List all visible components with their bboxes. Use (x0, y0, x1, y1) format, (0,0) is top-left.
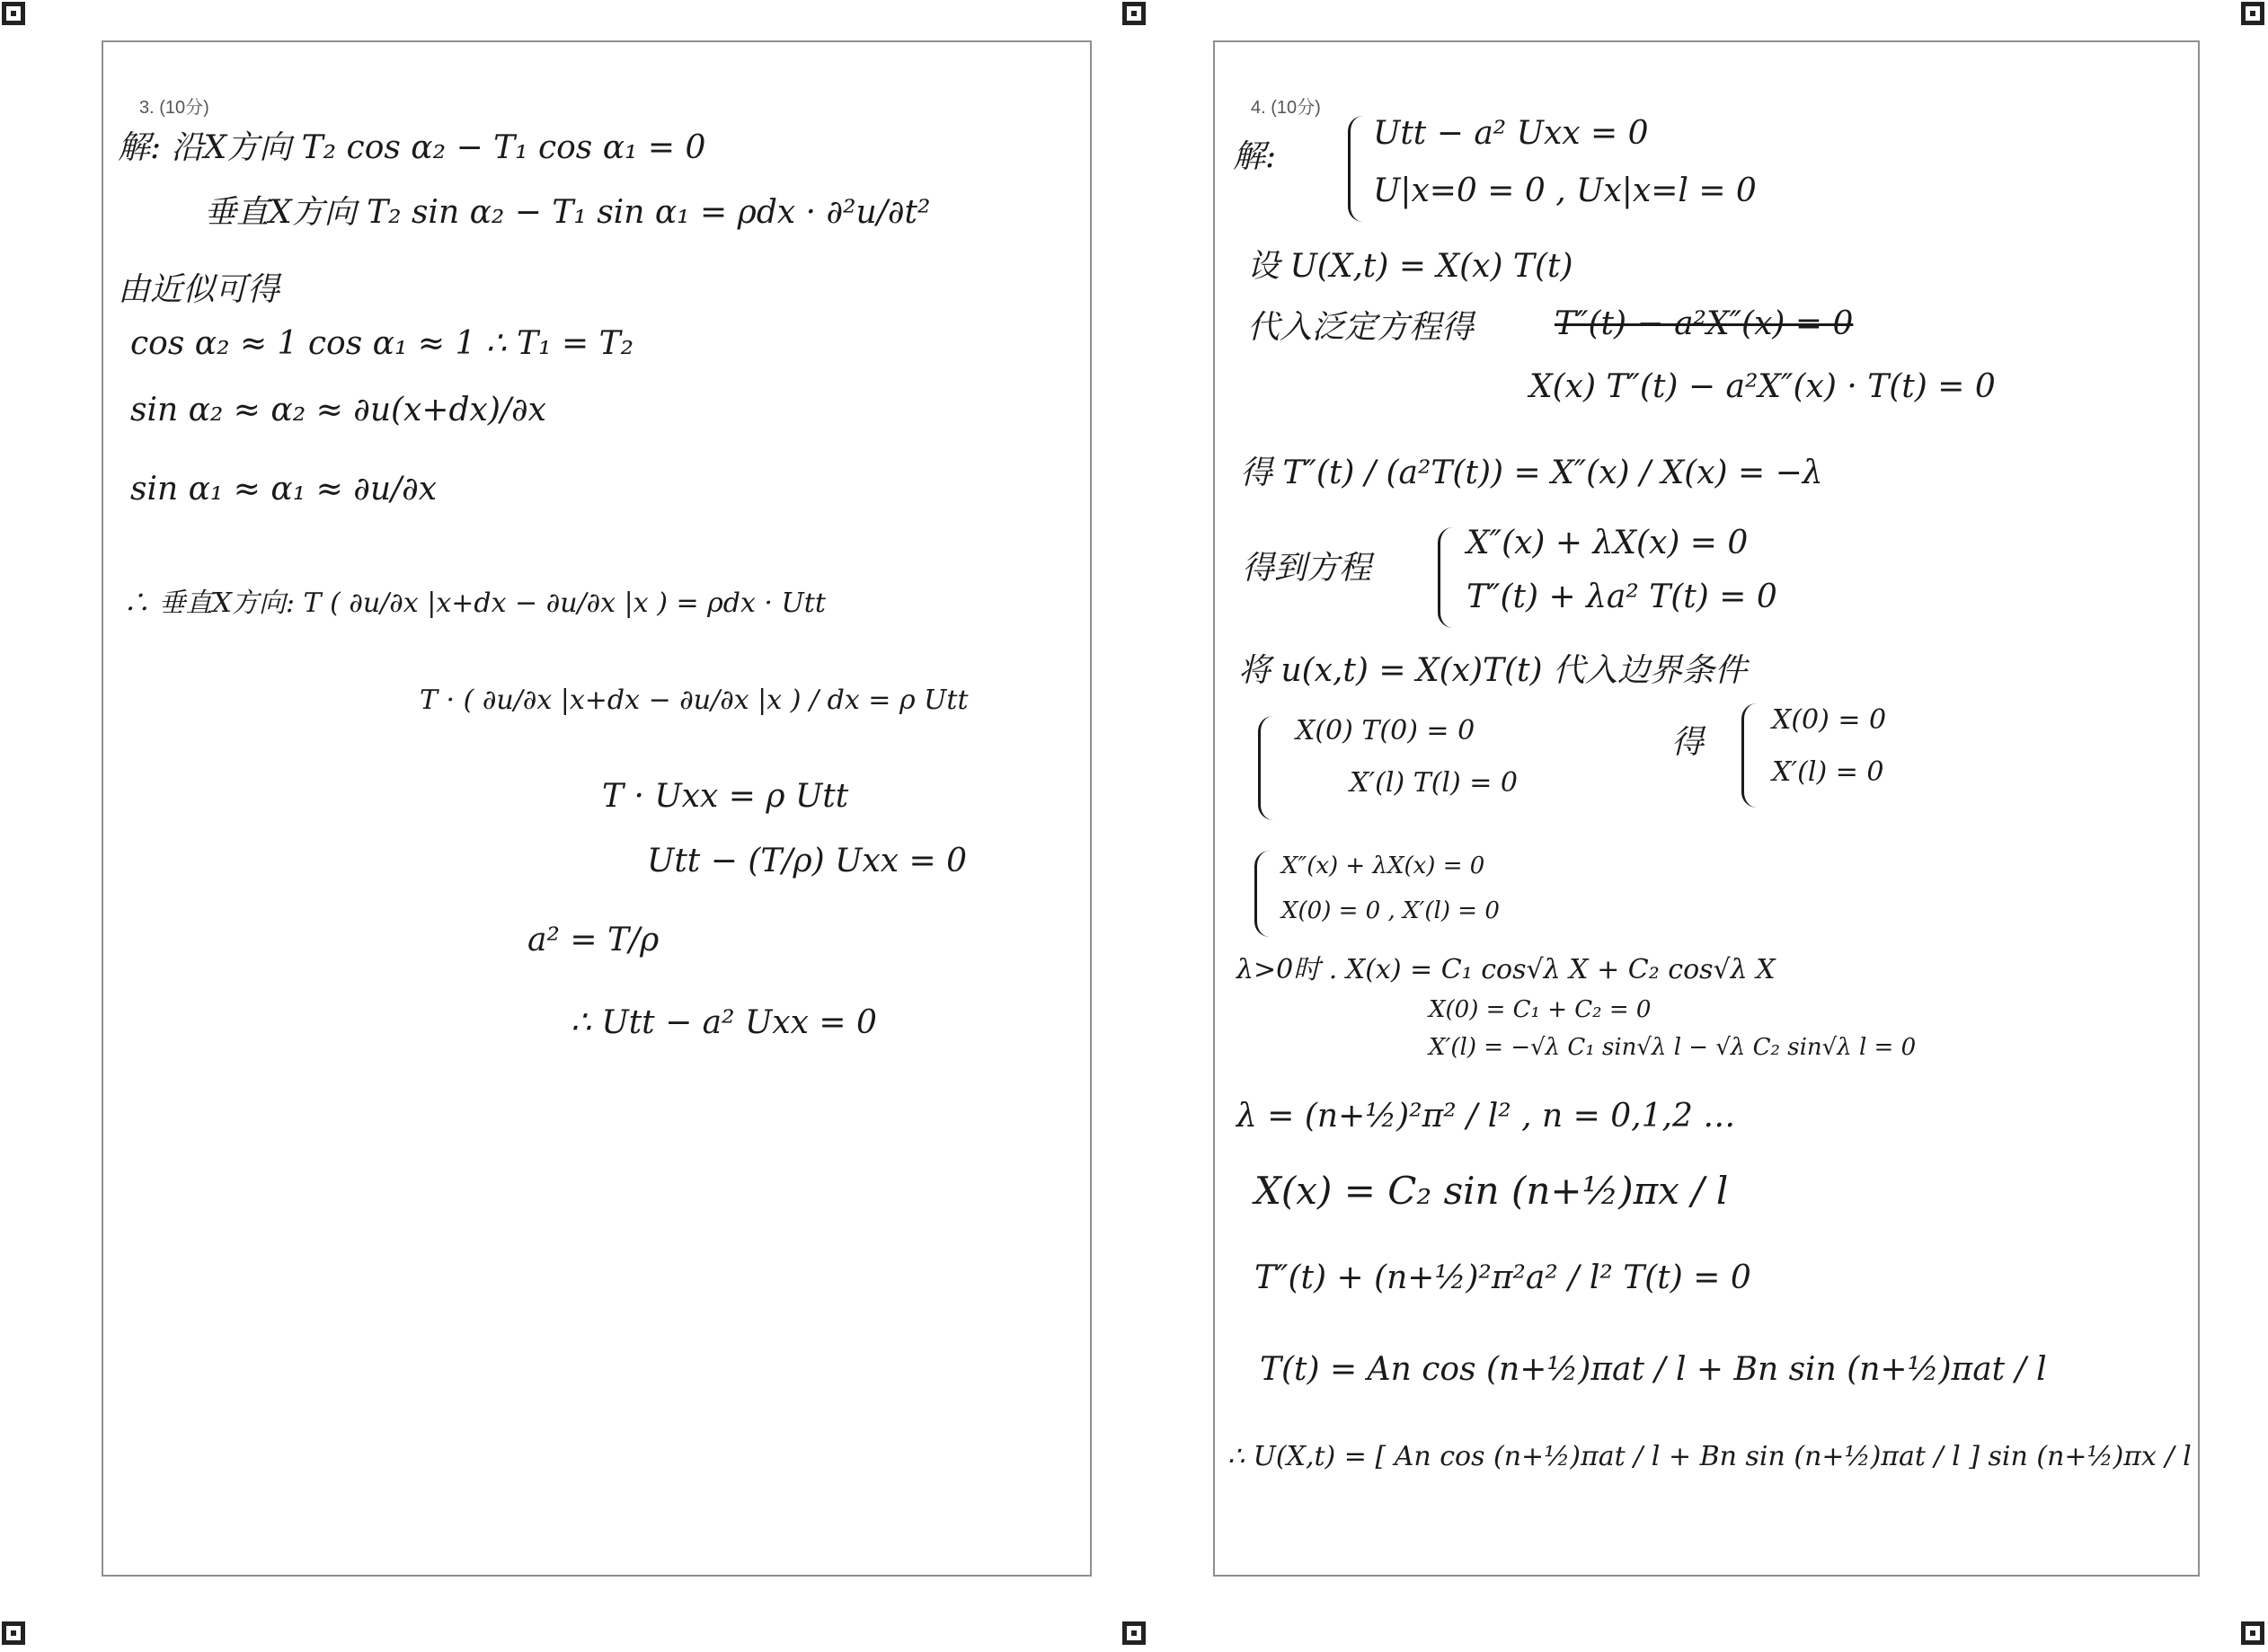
handwritten-line: λ>0时 . X(x) = C₁ cos√λ X + C₂ cos√λ X (1236, 954, 1776, 985)
struck-out-line: T″(t) − a²X″(x) = 0 (1555, 305, 1854, 342)
handwritten-line: X′(l) = 0 (1772, 756, 1884, 788)
corner-marker-bottom-right (2241, 1621, 2264, 1645)
corner-marker-bottom-center (1122, 1621, 1146, 1645)
handwritten-line: X(x) T″(t) − a²X″(x) · T(t) = 0 (1529, 368, 1996, 405)
handwritten-line: T · ( ∂u/∂x |x+dx − ∂u/∂x |x ) / dx = ρ Utt (420, 685, 969, 716)
handwritten-line: 垂直X方向 T₂ sin α₂ − T₁ sin α₁ = ρdx · ∂²u/∂t² (204, 194, 931, 231)
handwritten-line: X(0) T(0) = 0 (1296, 715, 1475, 746)
handwritten-line: 得 (1671, 724, 1705, 761)
handwritten-line: T(t) = An cos (n+½)πat / l + Bn sin (n+½)πat / l (1260, 1351, 2047, 1388)
handwritten-line: X(0) = 0 , X′(l) = 0 (1281, 897, 1500, 924)
handwritten-line: sin α₂ ≈ α₂ ≈ ∂u(x+dx)/∂x (130, 392, 546, 428)
handwritten-line: ∴ 垂直X方向: T ( ∂u/∂x |x+dx − ∂u/∂x |x ) = ρdx · Utt (123, 587, 826, 619)
handwritten-line: T · Uxx = ρ Utt (602, 778, 849, 815)
brace (1438, 527, 1453, 628)
corner-marker-bottom-left (2, 1621, 25, 1645)
handwritten-line: U|x=0 = 0 , Ux|x=l = 0 (1373, 172, 1757, 209)
corner-marker-top-right (2241, 2, 2264, 25)
handwritten-line: X(0) = C₁ + C₂ = 0 (1429, 996, 1652, 1023)
handwritten-line: X″(x) + λX(x) = 0 (1281, 853, 1485, 879)
handwritten-line: 设 U(X,t) = X(x) T(t) (1247, 248, 1573, 285)
handwritten-line: 得到方程 (1242, 550, 1372, 587)
handwritten-line: T″(t) + λa² T(t) = 0 (1466, 579, 1777, 615)
handwritten-line: ∴ U(X,t) = [ An cos (n+½)πat / l + Bn sin (n+½)πat / l ] sin (n+½)πx / l (1227, 1441, 2192, 1472)
handwritten-line: X′(l) T(l) = 0 (1350, 767, 1519, 799)
handwritten-line: X″(x) + λX(x) = 0 (1466, 525, 1749, 561)
handwritten-line: X(0) = 0 (1772, 704, 1887, 736)
handwritten-line: 将 u(x,t) = X(x)T(t) 代入边界条件 (1238, 652, 1748, 689)
brace (1348, 116, 1363, 222)
brace (1741, 703, 1757, 808)
handwritten-line: 解: (1233, 138, 1277, 175)
handwritten-line: X(x) = C₂ sin (n+½)πx / l (1254, 1169, 1729, 1213)
handwritten-line: X′(l) = −√λ C₁ sin√λ l − √λ C₂ sin√λ l = 0 (1429, 1034, 1917, 1061)
handwritten-line: sin α₁ ≈ α₁ ≈ ∂u/∂x (130, 471, 438, 508)
brace (1258, 716, 1273, 820)
handwritten-line: a² = T/ρ (527, 922, 660, 959)
handwritten-line: cos α₂ ≈ 1 cos α₁ ≈ 1 ∴ T₁ = T₂ (130, 325, 634, 362)
handwritten-line: Utt − (T/ρ) Uxx = 0 (647, 843, 968, 879)
handwritten-line: ∴ Utt − a² Uxx = 0 (571, 1004, 877, 1041)
corner-marker-top-center (1122, 2, 1146, 25)
corner-marker-top-left (2, 2, 25, 25)
question-label: 3. (10分) (139, 98, 209, 118)
answer-sheet-right (1213, 40, 2200, 1577)
handwritten-line: λ = (n+½)²π² / l² , n = 0,1,2 … (1236, 1098, 1736, 1135)
brace (1254, 851, 1270, 937)
handwritten-line: Utt − a² Uxx = 0 (1373, 115, 1649, 152)
handwritten-line: T″(t) + (n+½)²π²a² / l² T(t) = 0 (1254, 1259, 1751, 1296)
handwritten-line: 解: 沿X方向 T₂ cos α₂ − T₁ cos α₁ = 0 (118, 129, 706, 166)
handwritten-line: 得 T″(t) / (a²T(t)) = X″(x) / X(x) = −λ (1240, 455, 1823, 491)
answer-sheet-left (102, 40, 1092, 1577)
question-label: 4. (10分) (1251, 98, 1321, 118)
handwritten-line: 由近似可得 (118, 271, 280, 308)
handwritten-line: 代入泛定方程得 (1247, 309, 1475, 346)
